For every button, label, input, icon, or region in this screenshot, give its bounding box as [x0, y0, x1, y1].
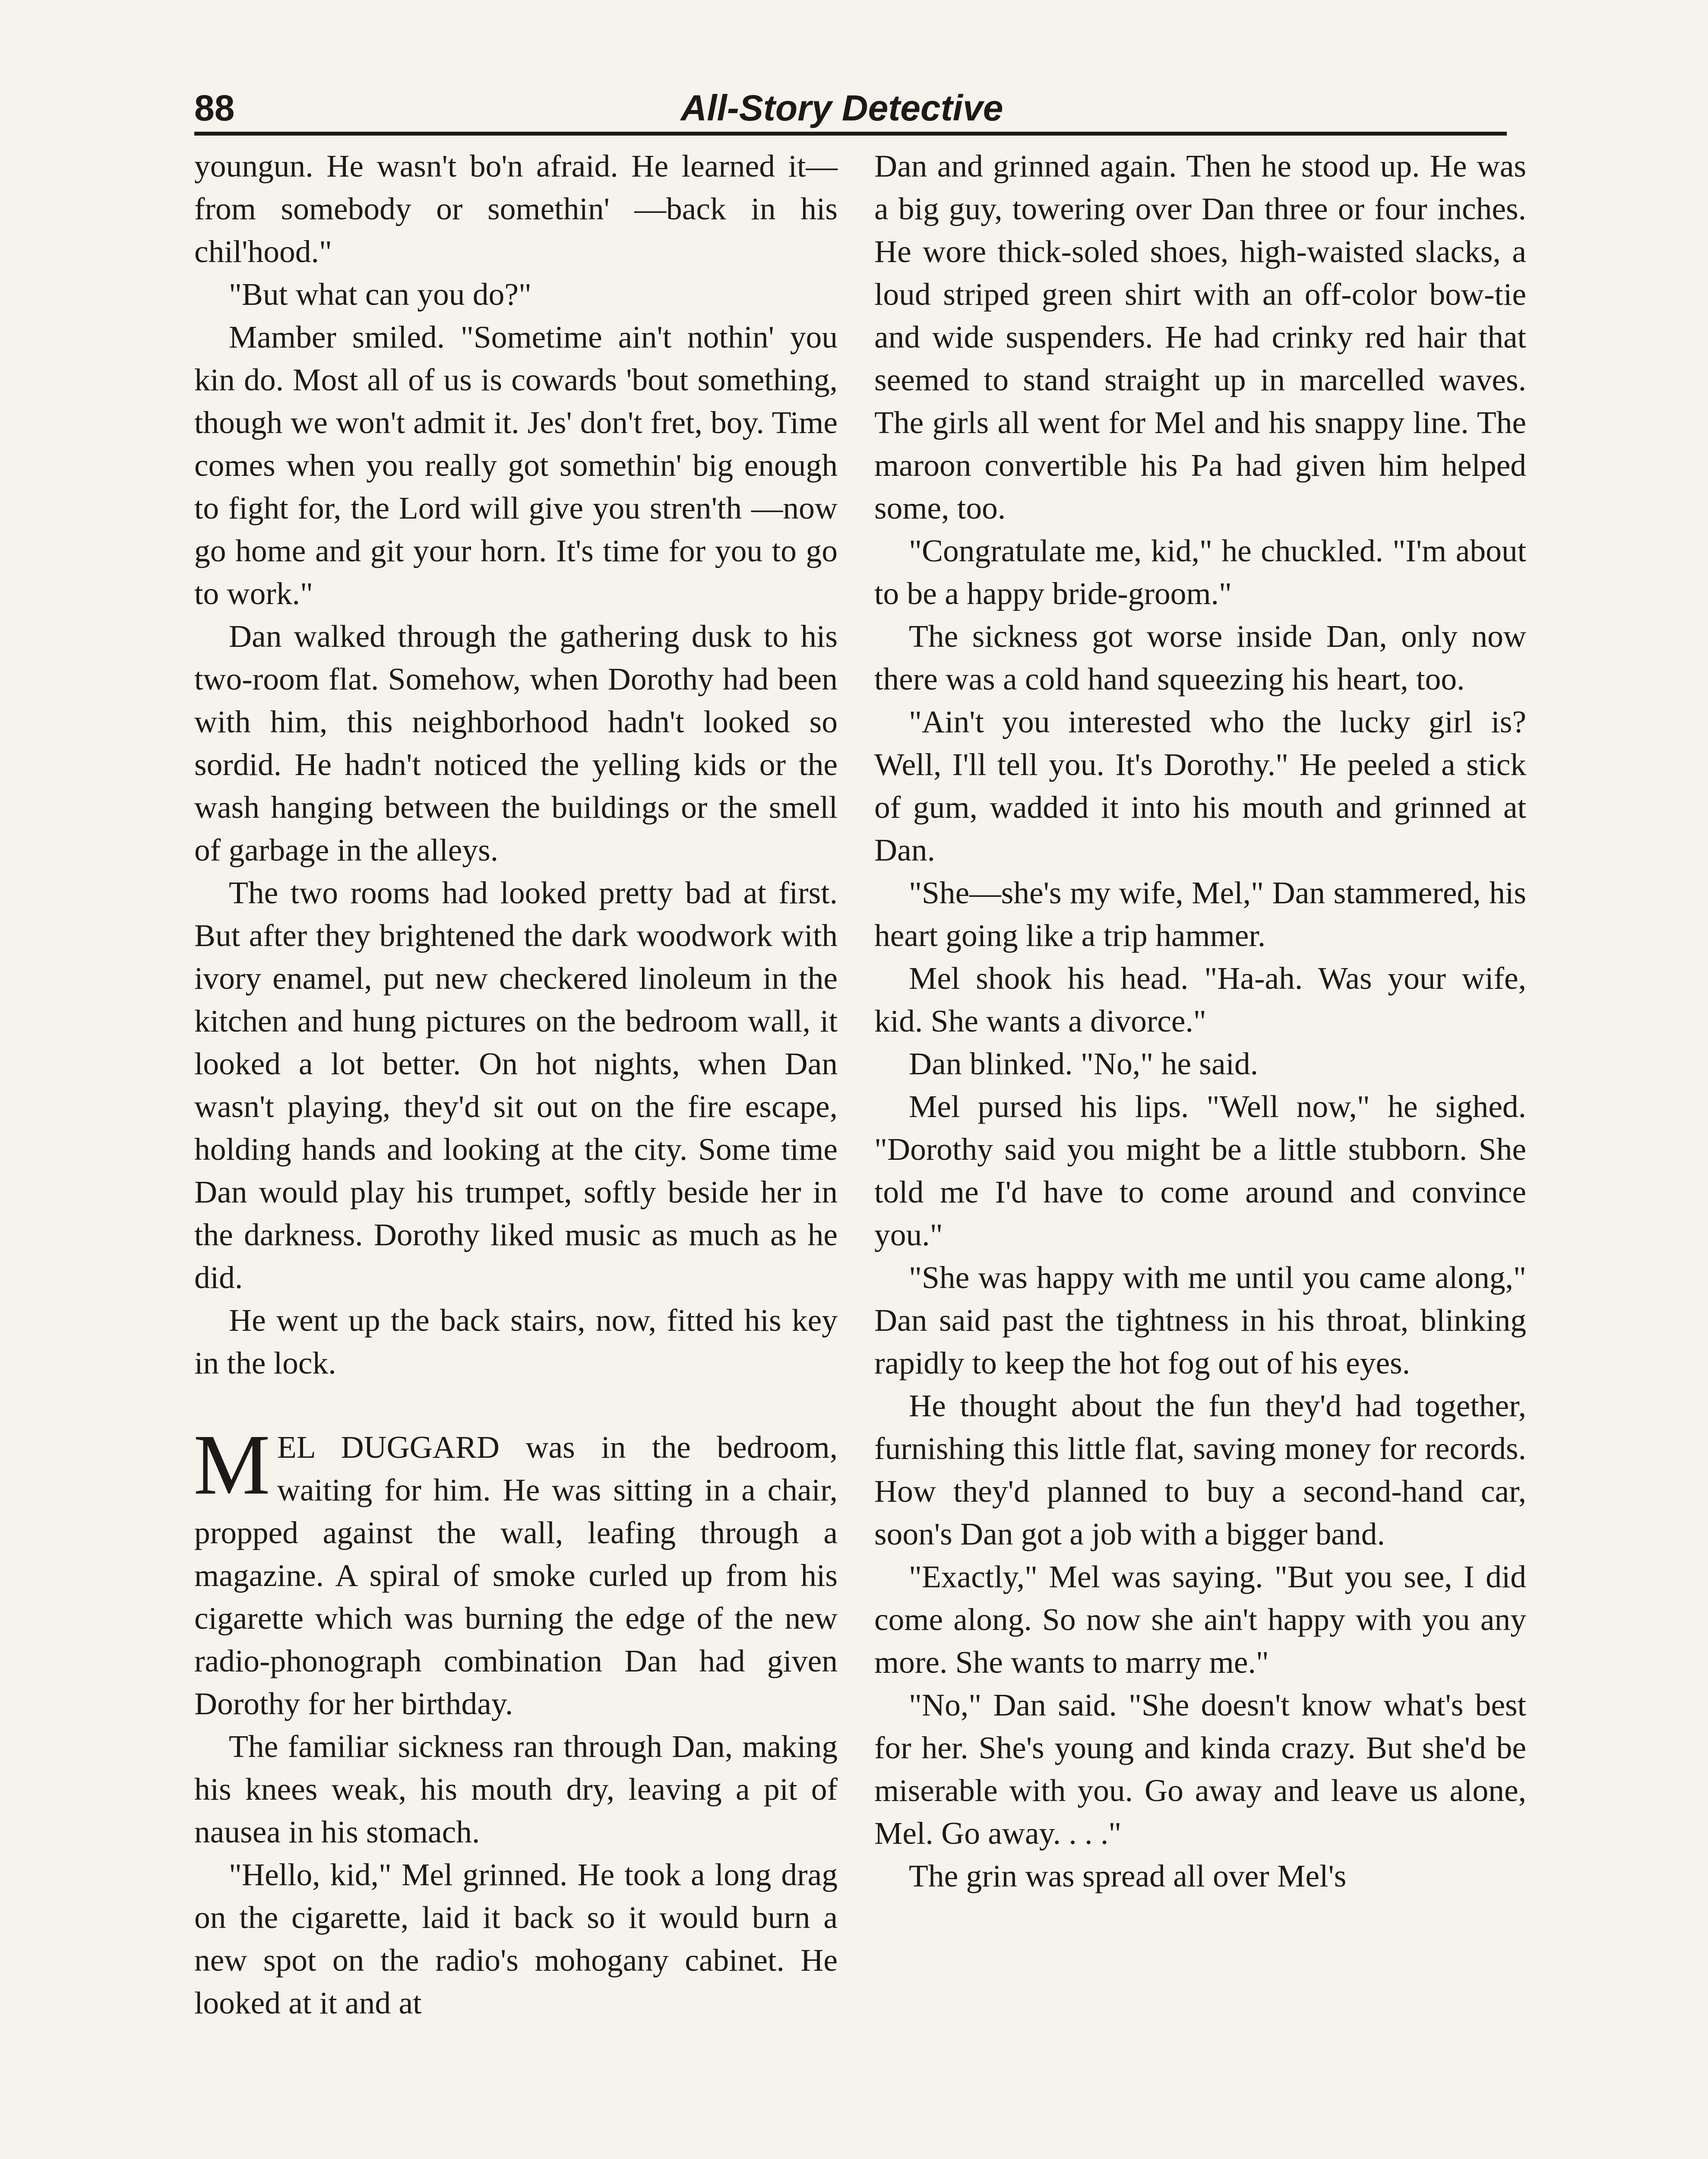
- paragraph: The familiar sickness ran through Dan, making his knees weak, his mouth dry, leaving a pit of nausea in his stomach.: [194, 1729, 838, 1849]
- section-break: [194, 1384, 838, 1426]
- paragraph: Mel pursed his lips. "Well now," he sighed. "Dorothy said you might be a little stubborn. She told me I'd have to come around and convince you.": [874, 1089, 1526, 1252]
- paragraph: "She was happy with me until you came along," Dan said past the tightness in his throat, blinking rapidly to keep the hot fog out of his eyes.: [874, 1260, 1526, 1380]
- paragraph: "She—she's my wife, Mel," Dan stammered, his heart going like a trip hammer.: [874, 875, 1526, 953]
- section-opening-text: EL DUGGARD was in the bedroom, waiting for him. He was sitting in a chair, propped against the wall, leafing through a magazine. A spiral of smoke curled up from his cigarette which was burning the edge of the new radio-phonograph combination Dan had given Dorothy for her birthday.: [194, 1430, 838, 1721]
- paragraph: Mel shook his head. "Ha-ah. Was your wife, kid. She wants a divorce.": [874, 961, 1526, 1038]
- left-column: [194, 145, 838, 2024]
- running-title: All-Story Detective: [680, 88, 1003, 128]
- paragraph: "Hello, kid," Mel grinned. He took a long drag on the cigarette, laid it back so it would burn a new spot on the radio's mohogany cabinet. He looked at it and at: [194, 1857, 838, 2020]
- paragraph: The grin was spread all over Mel's: [909, 1858, 1347, 1893]
- paragraph: "But what can you do?": [229, 277, 531, 312]
- paragraph: He went up the back stairs, now, fitted his key in the lock.: [194, 1303, 838, 1380]
- paragraph: The sickness got worse inside Dan, only now there was a cold hand squeezing his heart, too.: [874, 619, 1526, 696]
- page-header: [194, 84, 1490, 136]
- paragraph: Dan blinked. "No," he said.: [909, 1046, 1259, 1081]
- paragraph: The two rooms had looked pretty bad at first. But after they brightened the dark woodwork with ivory enamel, put new checkered linoleum in the kitchen and hung pictures on the bedroom wall, it looked a lot better. On hot nights, when Dan wasn't playing, they'd sit out on the fire escape, holding hands and looking at the city. Some time Dan would play his trumpet, softly beside her in the darkness. Dorothy liked music as much as he did.: [194, 875, 838, 1295]
- paragraph: "Congratulate me, kid," he chuckled. "I'm about to be a happy bride-groom.": [874, 533, 1526, 611]
- paragraph: "Ain't you interested who the lucky girl is? Well, I'll tell you. It's Dorothy." He peeled a stick of gum, wadded it into his mouth and grinned at Dan.: [874, 704, 1526, 867]
- paragraph: He thought about the fun they'd had together, furnishing this little flat, saving money for records. How they'd planned to buy a second-hand car, soon's Dan got a job with a bigger band.: [874, 1388, 1526, 1551]
- paragraph: "No," Dan said. "She doesn't know what's best for her. She's young and kinda crazy. But she'd be miserable with you. Go away and leave us alone, Mel. Go away. . . .": [874, 1687, 1526, 1851]
- header-rule: [194, 132, 1507, 136]
- section-opening-paragraph: [193, 1417, 838, 1725]
- paragraph: Dan walked through the gathering dusk to his two-room flat. Somehow, when Dorothy had been with him, this neighborhood hadn't looked so sordid. He hadn't noticed the yelling kids or the wash hanging between the buildings or the smell of garbage in the alleys.: [194, 619, 838, 867]
- paragraph: "Exactly," Mel was saying. "But you see, I did come along. So now she ain't happy with you any more. She wants to marry me.": [874, 1559, 1526, 1680]
- paragraph: youngun. He wasn't bo'n afraid. He learned it—from somebody or somethin' —back in his chil'hood.": [194, 149, 838, 269]
- drop-cap: M: [193, 1417, 270, 1513]
- paragraph: Mamber smiled. "Sometime ain't nothin' you kin do. Most all of us is cowards 'bout something, though we won't admit it. Jes' don't fret, boy. Time comes when you really got somethin' big enough to fight for, the Lord will give you stren'th —now go home and git your horn. It's time for you to go to work.": [194, 320, 838, 611]
- page-number: 88: [194, 88, 235, 128]
- paragraph: Dan and grinned again. Then he stood up. He was a big guy, towering over Dan three or four inches. He wore thick-soled shoes, high-waisted slacks, a loud striped green shirt with an off-color bow-tie and wide suspenders. He had crinky red hair that seemed to stand straight up in marcelled waves. The girls all went for Mel and his snappy line. The maroon convertible his Pa had given him helped some, too.: [874, 149, 1526, 526]
- right-column: [874, 145, 1526, 1897]
